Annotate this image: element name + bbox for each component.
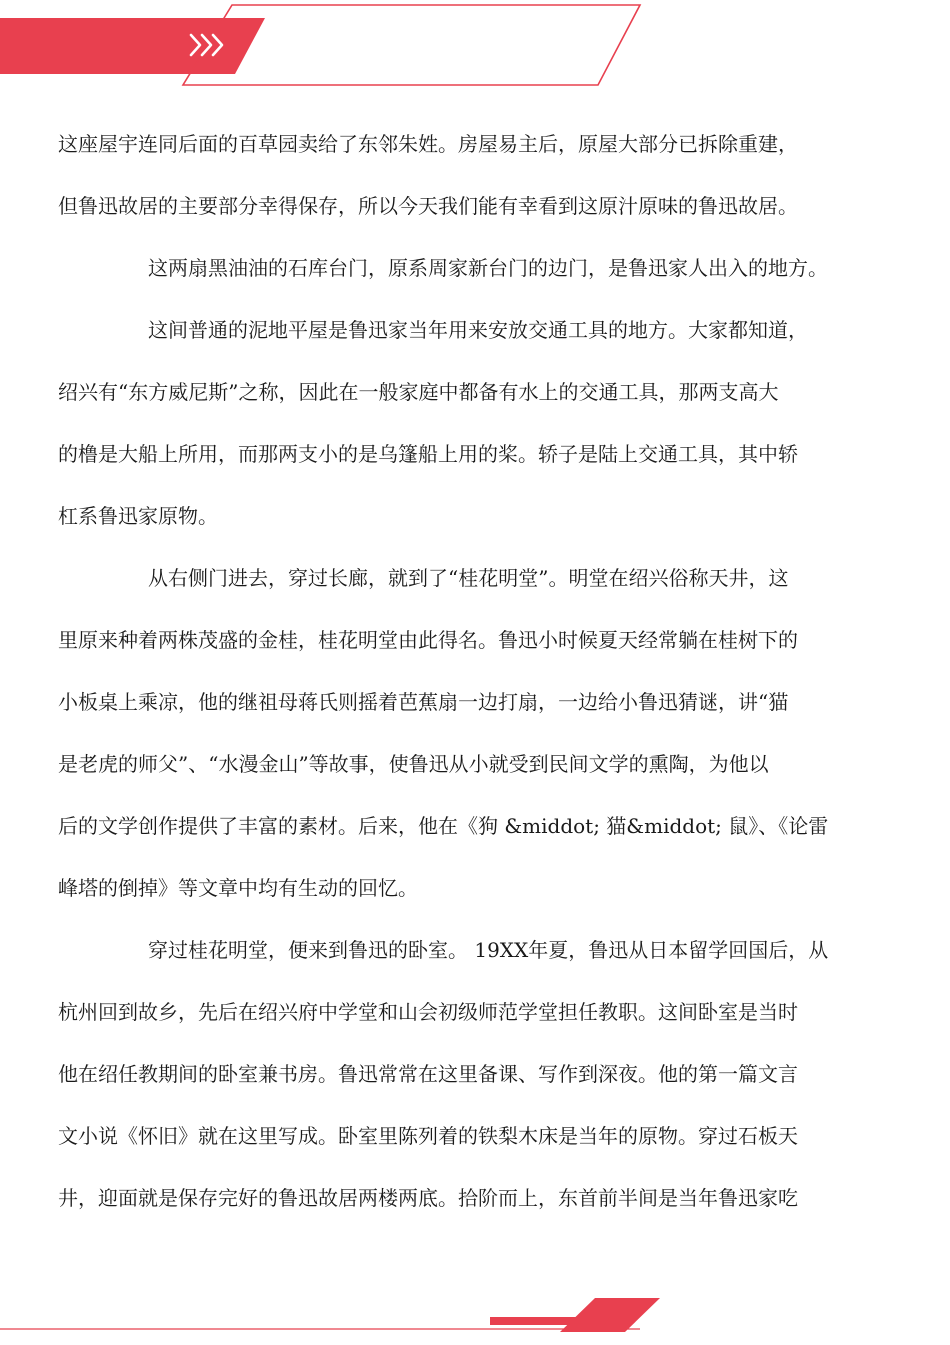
footer-red-bar xyxy=(490,1317,610,1325)
body-line: 是老虎的师父”、“水漫金山”等故事，使鲁迅从小就受到民间文学的熏陶，为他以 xyxy=(58,752,769,776)
footer-red-slash xyxy=(560,1298,660,1332)
body-line: 杭州回到故乡，先后在绍兴府中学堂和山会初级师范学堂担任教职。这间卧室是当时 xyxy=(58,1000,798,1024)
body-line: 这间普通的泥地平屋是鲁迅家当年用来安放交通工具的地方。大家都知道， xyxy=(148,318,808,342)
banner-outline-frame xyxy=(183,5,640,85)
footer-decoration xyxy=(0,1290,950,1345)
body-line: 井，迎面就是保存完好的鲁迅故居两楼两底。拾阶而上，东首前半间是当年鲁迅家吃 xyxy=(58,1186,798,1210)
body-line: 他在绍任教期间的卧室兼书房。鲁迅常常在这里备课、写作到深夜。他的第一篇文言 xyxy=(58,1062,798,1086)
body-line: 但鲁迅故居的主要部分幸得保存，所以今天我们能有幸看到这原汁原味的鲁迅故居。 xyxy=(58,194,798,218)
body-line: 从右侧门进去，穿过长廊，就到了“桂花明堂”。明堂在绍兴俗称天井，这 xyxy=(148,566,789,590)
body-line: 穿过桂花明堂，便来到鲁迅的卧室。 19XX年夏，鲁迅从日本留学回国后，从 xyxy=(148,938,829,962)
body-line: 峰塔的倒掉》等文章中均有生动的回忆。 xyxy=(58,876,418,900)
body-line: 文小说《怀旧》就在这里写成。卧室里陈列着的铁梨木床是当年的原物。穿过石板天 xyxy=(58,1124,798,1148)
body-line: 杠系鲁迅家原物。 xyxy=(58,504,218,528)
body-line: 里原来种着两株茂盛的金桂，桂花明堂由此得名。鲁迅小时候夏天经常躺在桂树下的 xyxy=(58,628,798,652)
banner-red-block xyxy=(0,18,265,74)
body-line: 的橹是大船上所用，而那两支小的是乌篷船上用的桨。轿子是陆上交通工具，其中轿 xyxy=(58,442,798,466)
body-line: 这两扇黑油油的石库台门，原系周家新台门的边门，是鲁迅家人出入的地方。 xyxy=(148,256,828,280)
body-line: 小板桌上乘凉，他的继祖母蒋氏则摇着芭蕉扇一边打扇，一边给小鲁迅猜谜，讲“猫 xyxy=(58,690,789,714)
body-line: 绍兴有“东方威尼斯”之称，因此在一般家庭中都备有水上的交通工具，那两支高大 xyxy=(58,380,779,404)
body-line: 这座屋宇连同后面的百草园卖给了东邻朱姓。房屋易主后，原屋大部分已拆除重建， xyxy=(58,132,798,156)
header-banner xyxy=(0,0,700,100)
body-line: 后的文学创作提供了丰富的素材。后来，他在《狗 &middot; 猫&middot; 鼠》、《论雷 xyxy=(58,814,829,838)
